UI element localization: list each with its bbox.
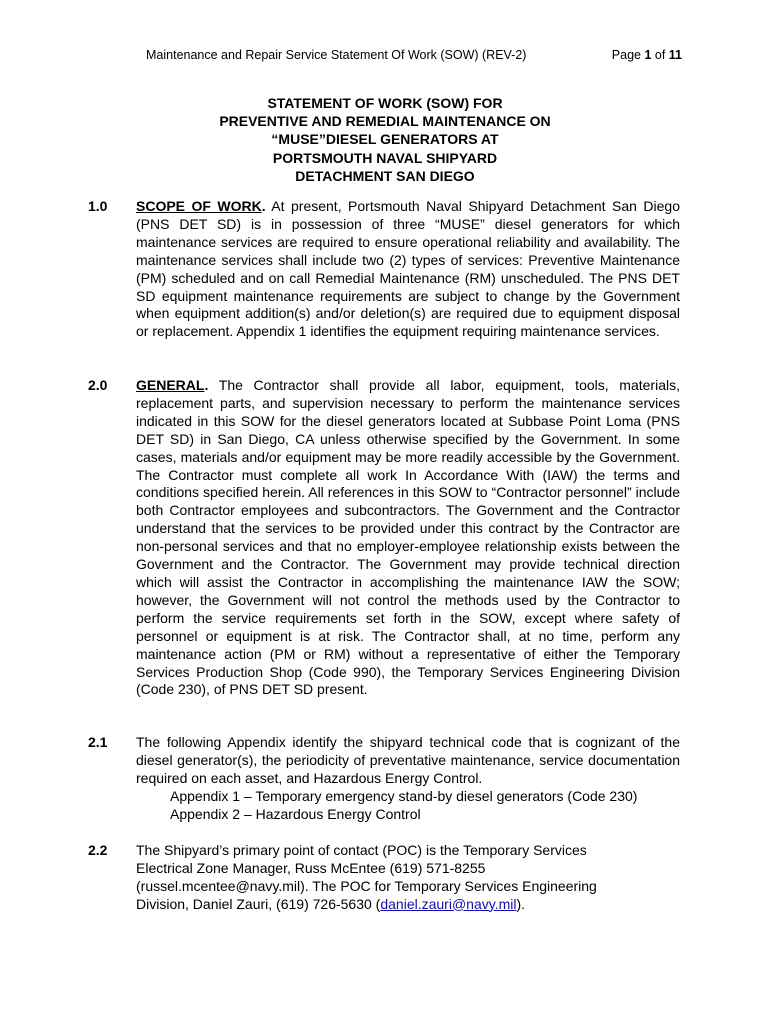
section-point-of-contact	[88, 842, 680, 914]
document-title	[0, 94, 770, 185]
email-link[interactable]: daniel.zauri@navy.mil	[380, 895, 517, 912]
section-body: GENERAL. The Contractor shall provide all labor, equipment, tools, materials, replacement parts, and supervision necessary to perform the maintenance services indicated in this SOW for the diesel generators located at Subbase Point Loma (PNS DET SD) in San Diego, CA unless otherwise specified by the Government. In some cases, materials and/or equipment may be more readily accessible by the Government. The Contractor must complete all work In Accordance With (IAW) the terms and conditions specified herein. All references in this SOW to “Contractor personnel” include both Contractor employees and subcontractors. The Government and the Contractor understand that the services to be provided under this contract by the Contractor are non-personal services and that no employer-employee relationship exists between the Government and the Contractor. The Government may provide technical direction which will assist the Contractor in accomplishing the maintenance IAW the SOW; however, the Government will not control the methods used by the Contractor to perform the service requirements set forth in the SOW, except where safety of personnel or equipment is at risk. The Contractor shall, at no time, perform any maintenance action (PM or RM) without a representative of either the Temporary Services Production Shop (Code 990), the Temporary Services Engineering Division (Code 230), of PNS DET SD present.	[136, 377, 680, 698]
page-current: 1	[644, 48, 652, 62]
section-scope-of-work	[88, 198, 680, 341]
section-text: The following Appendix identify the shipyard technical code that is cognizant of the diesel generator(s), the periodicity of preventative maintenance, service documentation required on each asset, and Hazardous Energy Control.	[136, 734, 680, 786]
title-line: STATEMENT OF WORK (SOW) FOR	[267, 95, 503, 111]
title-line: “MUSE”DIESEL GENERATORS AT	[271, 131, 499, 148]
section-heading: SCOPE OF WORK	[136, 198, 262, 214]
poc-line: (russel.mcentee@navy.mil). The POC for Temporary Services Engineering	[136, 877, 597, 894]
appendix-2-item: Appendix 2 – Hazardous Energy Control	[170, 805, 421, 822]
page-total: 11	[668, 48, 682, 62]
page-header	[146, 46, 682, 64]
section-appendix-list	[88, 734, 680, 824]
section-text: The Contractor shall provide all labor, equipment, tools, materials, replacement parts, and supervision necessary to perform the maintenance services indicated in this SOW for the diesel generators located at Subbase Point Loma (PNS DET SD) in San Diego, CA unless otherwise specified by the Government. In some cases, materials and/or equipment may be more readily accessible by the Government. The Contractor must complete all work In Accordance With (IAW) the terms and conditions specified herein. All references in this SOW to “Contractor personnel” include both Contractor employees and subcontractors. The Government and the Contractor understand that the services to be provided under this contract by the Contractor are non-personal services and that no employer-employee relationship exists between the Government and the Contractor. The Government may provide technical direction which will assist the Contractor in accomplishing the maintenance IAW the SOW; however, the Government will not control the methods used by the Contractor to perform the service requirements set forth in the SOW, except where safety of personnel or equipment is at risk. The Contractor shall, at no time, perform any maintenance action (PM or RM) without a representative of either the Temporary Services Production Shop (Code 990), the Temporary Services Engineering Division (Code 230), of PNS DET SD present.	[136, 377, 680, 698]
title-line: PORTSMOUTH NAVAL SHIPYARD	[272, 149, 498, 166]
poc-line: The Shipyard’s primary point of contact (POC) is the Temporary Services	[136, 842, 587, 858]
page-label: Page	[611, 48, 645, 62]
section-text: At present, Portsmouth Naval Shipyard Detachment San Diego (PNS DET SD) is in possession of three “MUSE” diesel generators for which maintenance services are required to ensure operational reliability and availability. The maintenance services shall include two (2) types of services: Preventive Maintenance (PM) scheduled and on call Remedial Maintenance (RM) unscheduled. The PNS DET SD equipment maintenance requirements are subject to change by the Government when equipment addition(s) and/or deletion(s) are required due to equipment disposal or replacement. Appendix 1 identifies the equipment requiring maintenance services.	[136, 198, 680, 340]
header-document-title: Maintenance and Repair Service Statement Of Work (SOW) (REV-2)	[146, 48, 527, 62]
poc-line-text: Division, Daniel Zauri, (619) 726-5630 (	[136, 895, 381, 912]
page-number	[612, 46, 682, 64]
title-line: DETACHMENT SAN DIEGO	[295, 167, 475, 184]
section-body	[136, 734, 680, 824]
section-number: 1.0	[88, 198, 108, 214]
section-number: 2.2	[88, 842, 108, 858]
section-number: 2.0	[88, 377, 108, 393]
title-line: PREVENTIVE AND REMEDIAL MAINTENANCE ON	[219, 113, 551, 130]
section-body	[136, 842, 680, 914]
section-general	[88, 377, 680, 699]
section-body: SCOPE OF WORK. At present, Portsmouth Naval Shipyard Detachment San Diego (PNS DET SD) is in possession of three “MUSE” diesel generators for which maintenance services are required to ensure operational reliability and availability. The maintenance services shall include two (2) types of services: Preventive Maintenance (PM) scheduled and on call Remedial Maintenance (RM) unscheduled. The PNS DET SD equipment maintenance requirements are subject to change by the Government when equipment addition(s) and/or deletion(s) are required due to equipment disposal or replacement. Appendix 1 identifies the equipment requiring maintenance services.	[136, 198, 680, 340]
appendix-1-item: Appendix 1 – Temporary emergency stand-by diesel generators (Code 230)	[170, 787, 638, 804]
poc-line-end: ).	[516, 895, 526, 912]
section-heading: GENERAL	[136, 377, 205, 393]
poc-line: Electrical Zone Manager, Russ McEntee (619) 571-8255	[136, 859, 486, 876]
poc-line	[136, 896, 680, 914]
page-of-label: of	[651, 48, 669, 62]
section-number: 2.1	[88, 734, 108, 750]
